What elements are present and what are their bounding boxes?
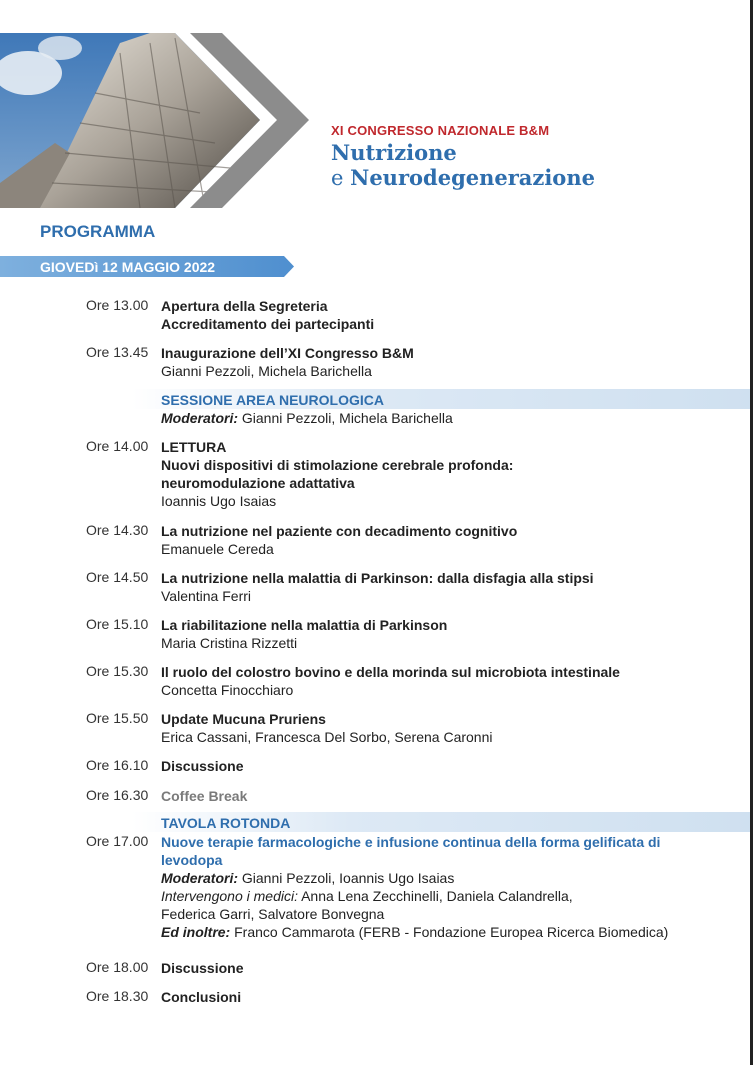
item-type: LETTURA xyxy=(161,439,227,455)
item-title: Nuovi dispositivi di stimolazione cerebrale profonda: xyxy=(161,457,514,473)
item-title: Apertura della Segreteria xyxy=(161,298,328,314)
item-title: Accreditamento dei partecipanti xyxy=(161,316,375,332)
item-time: Ore 13.45 xyxy=(86,344,149,360)
item-title: levodopa xyxy=(161,852,223,868)
cathedral-image xyxy=(0,33,330,208)
date-label: GIOVEDì 12 MAGGIO 2022 xyxy=(40,259,216,275)
item-time: Ore 14.30 xyxy=(86,522,149,538)
item-time: Ore 17.00 xyxy=(86,833,149,849)
item-time: Ore 18.00 xyxy=(86,959,149,975)
item-time: Ore 14.50 xyxy=(86,569,149,585)
item-title: Discussione xyxy=(161,960,244,976)
item-speaker: Maria Cristina Rizzetti xyxy=(161,635,298,651)
item-speaker: Ioannis Ugo Isaias xyxy=(161,493,277,509)
item-title: Conclusioni xyxy=(161,989,242,1005)
item-time: Ore 15.50 xyxy=(86,710,149,726)
session-moderators: Moderatori: Gianni Pezzoli, Michela Barichella xyxy=(161,410,453,426)
item-title: neuromodulazione adattativa xyxy=(161,475,355,491)
event-edition: XI CONGRESSO NAZIONALE B&M xyxy=(331,123,550,138)
item-time: Ore 16.10 xyxy=(86,757,149,773)
item-speakers: Gianni Pezzoli, Michela Barichella xyxy=(161,363,372,379)
event-title-line1: Nutrizione xyxy=(331,140,457,165)
item-title: Inaugurazione dell’XI Congresso B&M xyxy=(161,345,414,361)
session-title: SESSIONE AREA NEUROLOGICA xyxy=(161,392,384,408)
item-time: Ore 14.00 xyxy=(86,438,149,454)
item-time: Ore 15.10 xyxy=(86,616,149,632)
item-time: Ore 18.30 xyxy=(86,988,149,1004)
item-title: La nutrizione nel paziente con decadimento cognitivo xyxy=(161,523,518,539)
item-speaker: Erica Cassani, Francesca Del Sorbo, Serena Caronni xyxy=(161,729,493,745)
item-participants-cont: Federica Garri, Salvatore Bonvegna xyxy=(161,906,385,922)
item-title: La riabilitazione nella malattia di Parkinson xyxy=(161,617,448,633)
session-title: TAVOLA ROTONDA xyxy=(161,815,291,831)
item-title: La nutrizione nella malattia di Parkinson: dalla disfagia alla stipsi xyxy=(161,570,594,586)
event-title-line2: e Neurodegenerazione xyxy=(331,165,595,190)
item-speaker: Concetta Finocchiaro xyxy=(161,682,294,698)
program-title: PROGRAMMA xyxy=(40,222,156,241)
top-bar xyxy=(0,0,753,33)
item-time: Ore 13.00 xyxy=(86,297,149,313)
item-time: Ore 16.30 xyxy=(86,787,149,803)
item-title: Il ruolo del colostro bovino e della morinda sul microbiota intestinale xyxy=(161,664,620,680)
item-speaker: Valentina Ferri xyxy=(161,588,252,604)
item-title: Nuove terapie farmacologiche e infusione continua della forma gelificata di xyxy=(161,834,661,850)
item-time: Ore 15.30 xyxy=(86,663,149,679)
item-title: Update Mucuna Pruriens xyxy=(161,711,326,727)
item-moderators: Moderatori: Gianni Pezzoli, Ioannis Ugo Isaias xyxy=(161,870,455,886)
header xyxy=(0,33,753,208)
item-speaker: Emanuele Cereda xyxy=(161,541,274,557)
item-title: Coffee Break xyxy=(161,788,248,804)
item-title: Discussione xyxy=(161,758,244,774)
item-participants: Intervengono i medici: Anna Lena Zecchinelli, Daniela Calandrella, xyxy=(161,888,573,904)
item-also: Ed inoltre: Franco Cammarota (FERB - Fondazione Europea Ricerca Biomedica) xyxy=(161,924,669,940)
